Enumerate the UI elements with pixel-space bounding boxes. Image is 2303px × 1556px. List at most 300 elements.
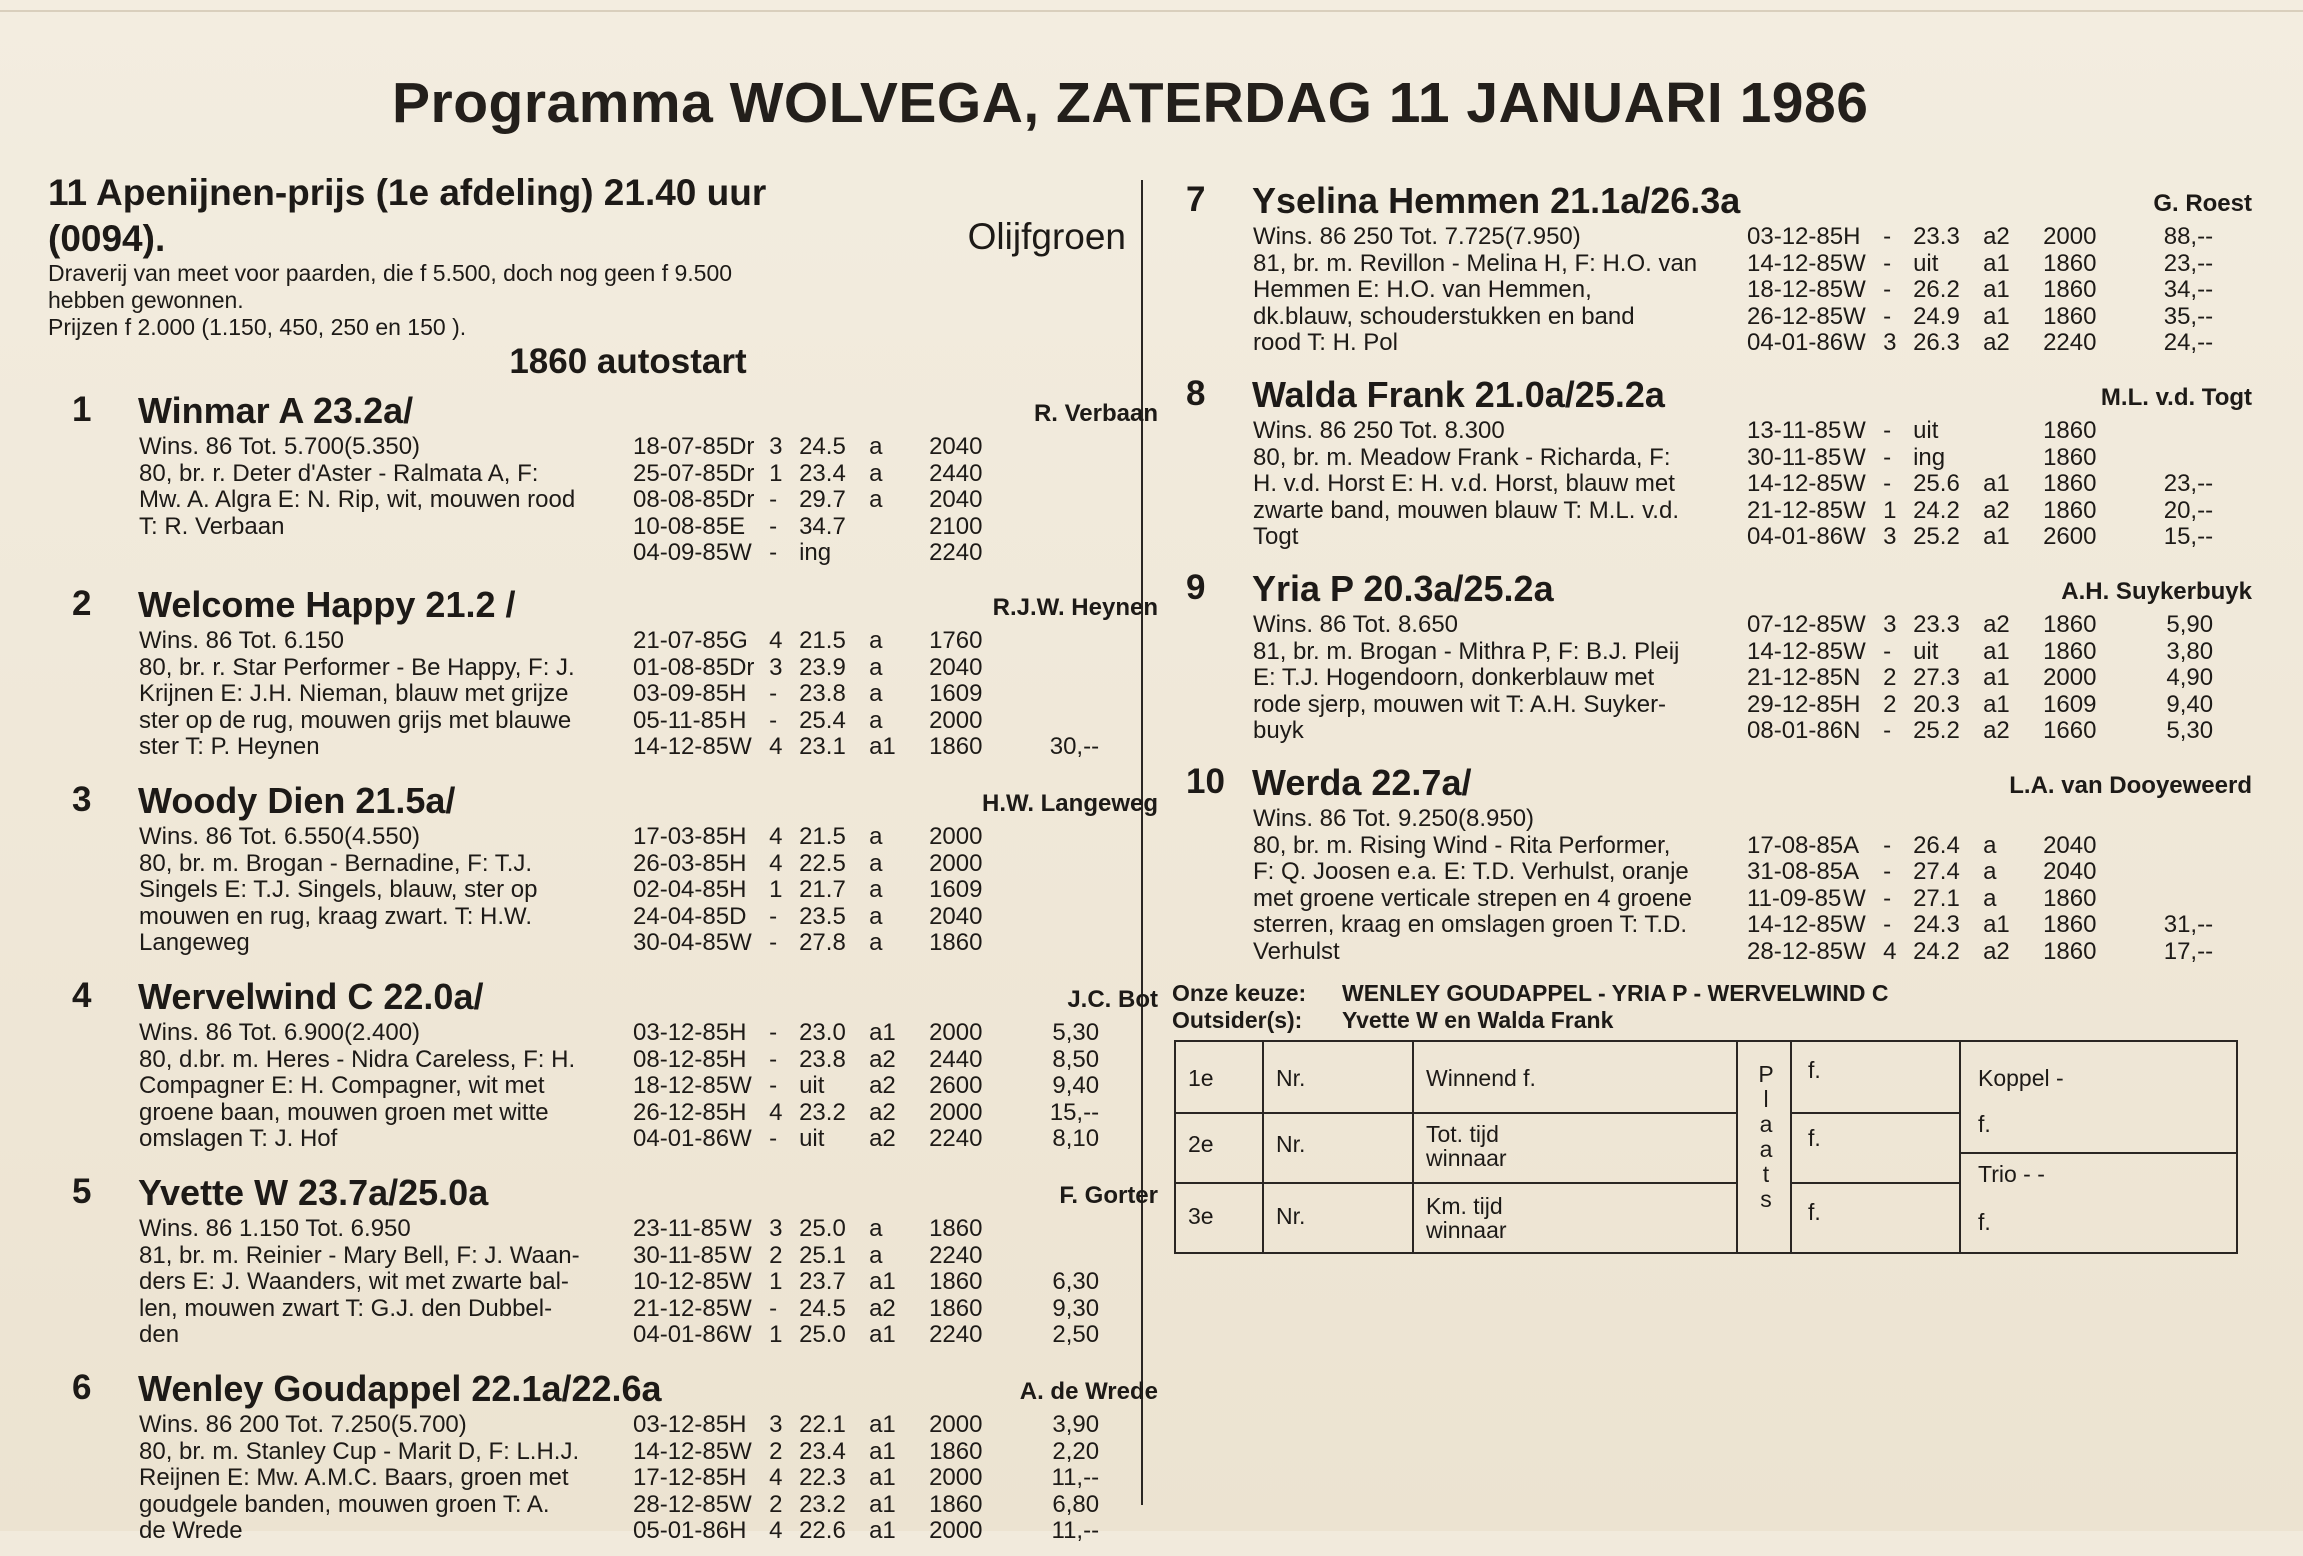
result-row xyxy=(633,1322,1099,1349)
horse-number: 2 xyxy=(72,584,92,623)
result-cell xyxy=(1029,930,1099,957)
result-cell: 24.3 xyxy=(1913,911,1960,938)
result-cell: - xyxy=(769,1045,778,1073)
result-cell: 24.5 xyxy=(799,433,846,460)
result-cell xyxy=(2143,859,2213,886)
result-cell: 1860 xyxy=(2043,276,2097,303)
grid-koppel-f: f. xyxy=(1978,1111,1991,1137)
result-row xyxy=(1747,806,2213,833)
horse-description xyxy=(139,824,619,957)
result-cell: - xyxy=(769,1125,778,1152)
result-cell: W xyxy=(729,1321,752,1348)
result-cell: H xyxy=(729,1098,747,1126)
result-cell: 24-04-85 xyxy=(633,902,730,930)
result-cell: 27.8 xyxy=(799,929,846,956)
result-cell: 25-07-85 xyxy=(633,459,730,487)
horse-header xyxy=(1172,762,2252,806)
grid-rank-3: 3e xyxy=(1188,1203,1214,1229)
result-cell: W xyxy=(729,929,752,956)
horse-desc-line: Mw. A. Algra E: N. Rip, wit, mouwen rood xyxy=(139,486,576,513)
result-cell: 1609 xyxy=(929,680,983,707)
result-cell: 29-12-85 xyxy=(1747,690,1844,718)
result-cell: Dr xyxy=(729,459,755,487)
result-row xyxy=(1747,718,2213,745)
result-cell: W xyxy=(1843,611,1866,638)
result-cell: - xyxy=(1883,417,1892,444)
horse-desc-line: Togt xyxy=(1253,523,1299,550)
our-choice xyxy=(1172,980,2232,1034)
result-cell: 25.2 xyxy=(1913,523,1960,550)
result-cell: Dr xyxy=(729,486,755,513)
horse-body xyxy=(1172,612,2232,745)
result-row xyxy=(1747,304,2213,331)
race-desc-line1: Draverij van meet voor paarden, die f 5.500, doch nog geen f 9.500 xyxy=(48,260,733,286)
result-cell: W xyxy=(729,1268,752,1295)
result-cell: a xyxy=(869,902,883,930)
result-cell xyxy=(1029,628,1099,655)
result-cell xyxy=(1983,806,2043,833)
result-cell: 07-12-85 xyxy=(1747,611,1844,638)
result-cell: 01-08-85 xyxy=(633,653,730,681)
result-cell: H xyxy=(729,1019,747,1046)
result-cell: 03-09-85 xyxy=(633,680,730,707)
result-row xyxy=(633,851,1099,878)
result-row xyxy=(633,1518,1099,1545)
horse-trainer: H.W. Langeweg xyxy=(981,790,1158,817)
result-cell: a2 xyxy=(1983,937,2010,965)
result-cell: 1860 xyxy=(929,1215,983,1242)
result-cell: a1 xyxy=(1983,637,2010,665)
result-cell: uit xyxy=(799,1072,825,1099)
grid-koppel: Koppel - xyxy=(1978,1065,2064,1091)
horse-desc-line: ster op de rug, mouwen grijs met blauwe xyxy=(139,706,572,734)
result-cell: W xyxy=(1843,523,1866,550)
horse-desc-line: F: Q. Joosen e.a. E: T.D. Verhulst, oranje xyxy=(1253,858,1689,885)
result-cell: H xyxy=(729,1045,747,1073)
result-cell: 1860 xyxy=(2043,417,2097,444)
result-row xyxy=(633,1412,1099,1439)
horse-desc-line: Wins. 86 1.150 Tot. 6.950 xyxy=(139,1215,411,1242)
result-cell: 21.5 xyxy=(799,823,846,850)
result-cell: 23.2 xyxy=(799,1098,846,1126)
horse-desc-line: 80, br. m. Brogan - Bernadine, F: T.J. xyxy=(139,849,533,877)
result-cell: 24.5 xyxy=(799,1294,846,1322)
result-cell xyxy=(2143,445,2213,472)
result-row xyxy=(1747,939,2213,966)
horse-description xyxy=(139,434,619,540)
grid-nr-2: Nr. xyxy=(1276,1131,1306,1157)
result-cell: 21-07-85 xyxy=(633,627,730,654)
result-cell: 2000 xyxy=(929,823,983,850)
result-cell: a2 xyxy=(1983,223,2010,250)
horse-description xyxy=(1253,612,1733,745)
result-cell: 1860 xyxy=(2043,302,2097,330)
result-row xyxy=(1747,471,2213,498)
horse-trainer: F. Gorter xyxy=(1059,1182,1158,1209)
result-cell: H xyxy=(729,1517,747,1544)
results-table xyxy=(1747,418,2213,551)
horse-desc-line: 80, br. r. Deter d'Aster - Ralmata A, F: xyxy=(139,459,539,487)
results-table xyxy=(633,1216,1099,1349)
result-cell: 2040 xyxy=(929,902,983,930)
result-cell: 2 xyxy=(769,1437,783,1465)
horse-desc-line: Wins. 86 Tot. 6.900(2.400) xyxy=(139,1019,421,1046)
result-cell: 30,-- xyxy=(1049,733,1100,760)
result-cell: 3 xyxy=(1883,523,1897,550)
horse-desc-line: Hemmen E: H.O. van Hemmen, xyxy=(1253,276,1592,303)
result-cell: 30-04-85 xyxy=(633,929,730,956)
result-cell: 1 xyxy=(769,1268,783,1295)
result-cell: a1 xyxy=(869,1411,896,1438)
result-cell: W xyxy=(1843,329,1866,356)
result-cell: 1860 xyxy=(929,1490,983,1518)
horse-header xyxy=(48,780,1158,824)
result-cell: 2040 xyxy=(2043,858,2097,885)
result-cell: 21-12-85 xyxy=(633,1294,730,1322)
result-cell: H xyxy=(729,1464,747,1491)
result-cell: 34.7 xyxy=(799,512,846,540)
result-cell: A xyxy=(1843,858,1860,885)
grid-plaats xyxy=(1756,1062,1776,1212)
horse-desc-line: len, mouwen zwart T: G.J. den Dubbel- xyxy=(139,1294,553,1322)
result-cell: - xyxy=(1883,717,1892,744)
grid-rank-2: 2e xyxy=(1188,1131,1214,1157)
result-row xyxy=(633,904,1099,931)
horse-entry xyxy=(48,1368,1158,1556)
result-cell: G xyxy=(729,627,748,654)
result-cell: 25.1 xyxy=(799,1241,846,1269)
result-cell: - xyxy=(769,539,778,566)
result-cell: 22.3 xyxy=(799,1464,846,1491)
result-cell: 3 xyxy=(1883,329,1897,356)
choice-value: WENLEY GOUDAPPEL - YRIA P - WERVELWIND C xyxy=(1342,980,1889,1006)
result-cell: 1760 xyxy=(929,627,983,654)
result-cell: 2000 xyxy=(2043,664,2097,691)
result-cell: Dr xyxy=(729,433,755,460)
result-cell: - xyxy=(1883,443,1892,471)
result-cell xyxy=(1747,806,1843,833)
result-cell: a xyxy=(869,653,883,681)
result-cell: a2 xyxy=(869,1045,896,1073)
result-row xyxy=(633,655,1099,682)
result-cell: a xyxy=(869,1241,883,1269)
horse-trainer: J.C. Bot xyxy=(1067,986,1158,1013)
horse-description xyxy=(1253,806,1733,965)
horse-desc-line: Wins. 86 250 Tot. 7.725(7.950) xyxy=(1253,223,1581,250)
grid-line xyxy=(1176,1182,1736,1184)
result-row xyxy=(633,1216,1099,1243)
result-cell: 13-11-85 xyxy=(1747,417,1842,444)
result-cell: 23.9 xyxy=(799,653,846,681)
horse-entry xyxy=(48,1172,1158,1360)
result-cell: 2000 xyxy=(2043,223,2097,250)
result-cell: 27.1 xyxy=(1913,884,1960,912)
grid-winnend: Winnend f. xyxy=(1426,1065,1536,1091)
horse-trainer: A.H. Suykerbuyk xyxy=(2061,578,2252,605)
right-horse-list xyxy=(1172,180,2252,965)
result-cell: uit xyxy=(799,1125,825,1152)
result-row xyxy=(1747,833,2213,860)
result-cell xyxy=(1029,904,1099,931)
race-title xyxy=(48,170,948,262)
result-cell: H xyxy=(729,680,747,707)
result-cell: a1 xyxy=(869,1464,896,1491)
results-table xyxy=(1747,612,2213,745)
outsider-label: Outsider(s): xyxy=(1172,1007,1303,1033)
result-row xyxy=(633,487,1099,514)
result-cell: - xyxy=(769,902,778,930)
result-cell: 21-12-85 xyxy=(1747,664,1844,691)
result-cell: 8,50 xyxy=(1052,1045,1100,1073)
result-cell: 22.6 xyxy=(799,1517,846,1544)
result-row xyxy=(633,1439,1099,1466)
horse-description xyxy=(1253,418,1733,551)
result-cell: 1860 xyxy=(2043,937,2097,965)
horse-desc-line: Langeweg xyxy=(139,929,250,956)
result-cell: 26.3 xyxy=(1913,329,1960,356)
grid-line xyxy=(1790,1042,1792,1252)
horse-name: Welcome Happy 21.2 / xyxy=(138,584,516,625)
horse-desc-line: Verhulst xyxy=(1253,937,1340,965)
result-cell: 4 xyxy=(769,1517,783,1544)
result-cell: D xyxy=(729,902,747,930)
result-row xyxy=(1747,498,2213,525)
result-cell: 29.7 xyxy=(799,486,846,513)
result-cell: 1860 xyxy=(2043,884,2097,912)
grid-trio-f: f. xyxy=(1978,1209,1991,1235)
result-cell: 25.0 xyxy=(799,1321,846,1348)
result-cell: 21.7 xyxy=(799,876,846,903)
result-cell xyxy=(1883,806,1913,833)
result-cell: 26-12-85 xyxy=(1747,302,1844,330)
result-row xyxy=(633,1243,1099,1270)
result-cell: a1 xyxy=(869,1437,896,1465)
result-cell: 2 xyxy=(769,1490,783,1518)
horse-desc-line: E: T.J. Hogendoorn, donkerblauw met xyxy=(1253,664,1655,691)
result-cell: 15,-- xyxy=(1049,1098,1100,1126)
result-cell: 2000 xyxy=(929,1411,983,1438)
horse-body xyxy=(1172,224,2232,357)
result-row xyxy=(633,434,1099,461)
result-cell xyxy=(1029,708,1099,735)
result-cell: 21-12-85 xyxy=(1747,496,1844,524)
race-title-line2: (0094). xyxy=(48,218,166,259)
horse-description xyxy=(139,1412,619,1545)
result-row xyxy=(633,824,1099,851)
result-cell: a xyxy=(869,706,883,734)
result-cell: a xyxy=(869,627,883,654)
result-row xyxy=(633,681,1099,708)
result-cell: - xyxy=(1883,302,1892,330)
result-cell: 25.6 xyxy=(1913,470,1960,497)
result-cell: H xyxy=(729,706,747,734)
result-row xyxy=(1747,912,2213,939)
results-table xyxy=(633,1412,1099,1545)
result-cell xyxy=(1029,540,1099,567)
result-cell: 11,-- xyxy=(1051,1464,1100,1491)
result-cell: 18-12-85 xyxy=(633,1072,730,1099)
result-cell: H xyxy=(1843,223,1861,250)
result-cell: W xyxy=(1843,470,1866,497)
result-cell: 14-12-85 xyxy=(633,733,730,760)
result-cell: 88,-- xyxy=(2163,223,2214,250)
result-cell: a1 xyxy=(869,733,896,760)
result-cell: 20,-- xyxy=(2163,496,2214,524)
result-cell xyxy=(1983,445,2043,472)
result-cell xyxy=(2143,886,2213,913)
result-cell: 10-08-85 xyxy=(633,512,730,540)
plaats-letter: s xyxy=(1760,1186,1772,1212)
result-cell: 14-12-85 xyxy=(1747,249,1844,277)
results-table xyxy=(633,1020,1099,1153)
result-cell: 2000 xyxy=(929,1019,983,1046)
result-cell: 1609 xyxy=(929,876,983,903)
horse-desc-line: 81, br. m. Revillon - Melina H, F: H.O. van xyxy=(1253,249,1698,277)
grid-line xyxy=(1262,1042,1264,1252)
result-row xyxy=(633,628,1099,655)
result-cell: 03-12-85 xyxy=(633,1019,730,1046)
result-cell: H xyxy=(729,876,747,903)
result-row xyxy=(633,1047,1099,1074)
result-cell: W xyxy=(1843,496,1866,524)
result-cell: A xyxy=(1843,831,1860,859)
result-cell: 1860 xyxy=(2043,249,2097,277)
result-cell: W xyxy=(1843,276,1866,303)
results-table xyxy=(633,628,1099,761)
result-cell: 2 xyxy=(769,1241,783,1269)
result-cell: - xyxy=(1883,249,1892,277)
horse-header xyxy=(48,1368,1158,1412)
result-cell: 08-01-86 xyxy=(1747,717,1844,744)
result-cell: 1860 xyxy=(2043,443,2097,471)
horse-desc-line: rood T: H. Pol xyxy=(1253,329,1398,356)
result-row xyxy=(1747,886,2213,913)
left-column xyxy=(48,170,1158,1556)
result-cell: 6,80 xyxy=(1052,1490,1100,1518)
result-cell: 2440 xyxy=(929,459,983,487)
result-cell: 08-08-85 xyxy=(633,486,730,513)
result-cell: 1609 xyxy=(2043,690,2097,718)
result-cell xyxy=(1029,824,1099,851)
result-cell: 21.5 xyxy=(799,627,846,654)
result-cell: 22.1 xyxy=(799,1411,846,1438)
result-cell: 04-01-86 xyxy=(633,1125,730,1152)
result-cell: - xyxy=(769,1072,778,1099)
result-cell xyxy=(1029,877,1099,904)
result-row xyxy=(633,1100,1099,1127)
result-cell: 26-03-85 xyxy=(633,849,730,877)
result-cell: H xyxy=(729,1411,747,1438)
result-cell xyxy=(869,514,929,541)
result-cell: H xyxy=(729,823,747,850)
result-cell: a xyxy=(869,486,883,513)
horse-name: Walda Frank 21.0a/25.2a xyxy=(1252,374,1665,415)
horse-desc-line: Wins. 86 Tot. 6.550(4.550) xyxy=(139,823,421,850)
grid-line xyxy=(1176,1112,1736,1114)
horse-name: Wervelwind C 22.0a/ xyxy=(138,976,484,1017)
horse-desc-line: Wins. 86 Tot. 5.700(5.350) xyxy=(139,433,421,460)
horse-name: Woody Dien 21.5a/ xyxy=(138,780,456,821)
horse-desc-line: Wins. 86 200 Tot. 7.250(5.700) xyxy=(139,1411,467,1438)
result-cell: 23.4 xyxy=(799,459,846,487)
result-cell: 5,90 xyxy=(2166,611,2214,638)
result-cell: a2 xyxy=(1983,717,2010,744)
result-cell: 35,-- xyxy=(2163,302,2214,330)
horse-body xyxy=(48,824,1118,957)
result-row xyxy=(633,1126,1099,1153)
result-cell: - xyxy=(769,706,778,734)
result-cell: 11,-- xyxy=(1051,1517,1100,1544)
result-cell: 26-12-85 xyxy=(633,1098,730,1126)
horse-desc-line: den xyxy=(139,1321,180,1348)
result-cell: 1 xyxy=(769,876,783,903)
result-cell: 5,30 xyxy=(1052,1019,1100,1046)
right-column xyxy=(1172,172,2252,1034)
horse-body xyxy=(48,434,1118,567)
result-cell: 25.2 xyxy=(1913,717,1960,744)
result-cell: 14-12-85 xyxy=(633,1437,730,1465)
result-cell: a2 xyxy=(869,1294,896,1322)
result-cell: W xyxy=(1843,637,1866,665)
result-row xyxy=(633,1296,1099,1323)
result-cell: H xyxy=(1843,690,1861,718)
result-cell: 2000 xyxy=(929,1098,983,1126)
result-cell: a2 xyxy=(1983,496,2010,524)
horse-desc-line: sterren, kraag en omslagen groen T: T.D. xyxy=(1253,911,1688,938)
result-cell: uit xyxy=(1913,249,1939,277)
result-cell: 1860 xyxy=(2043,611,2097,638)
grid-tot-tijd: Tot. tijd winnaar xyxy=(1426,1121,1507,1171)
result-cell: 2600 xyxy=(929,1072,983,1099)
result-cell: 23.8 xyxy=(799,680,846,707)
result-cell: 3 xyxy=(1883,611,1897,638)
result-cell: 1860 xyxy=(929,1294,983,1322)
result-cell: W xyxy=(729,733,752,760)
result-cell: 2240 xyxy=(929,1321,983,1348)
horse-desc-line: groene baan, mouwen groen met witte xyxy=(139,1098,549,1126)
result-cell: ing xyxy=(799,539,832,566)
result-cell xyxy=(1029,681,1099,708)
result-cell: 8,10 xyxy=(1052,1125,1100,1152)
result-row xyxy=(633,514,1099,541)
horse-desc-line: mouwen en rug, kraag zwart. T: H.W. xyxy=(139,902,533,930)
result-cell: W xyxy=(729,1241,752,1269)
result-cell: 30-11-85 xyxy=(1747,443,1842,471)
result-cell xyxy=(1029,655,1099,682)
race-color: Olijfgroen xyxy=(967,216,1126,257)
grid-trio: Trio - - xyxy=(1978,1161,2045,1187)
horse-entry xyxy=(1172,180,2252,366)
horse-body xyxy=(48,1216,1118,1349)
result-cell xyxy=(1029,461,1099,488)
result-cell: 31,-- xyxy=(2163,911,2214,938)
horse-entry xyxy=(48,390,1158,576)
result-cell: - xyxy=(769,1019,778,1046)
result-cell: 23.5 xyxy=(799,902,846,930)
result-cell: 2040 xyxy=(2043,831,2097,859)
grid-line xyxy=(1959,1152,2236,1154)
horse-entry xyxy=(48,976,1158,1164)
horse-number: 7 xyxy=(1186,180,1206,219)
horse-body xyxy=(1172,418,2232,551)
horse-desc-line: Krijnen E: J.H. Nieman, blauw met grijze xyxy=(139,680,569,707)
result-cell: a1 xyxy=(869,1321,896,1348)
horse-trainer: A. de Wrede xyxy=(1019,1378,1158,1405)
result-cell: 2440 xyxy=(929,1045,983,1073)
result-cell: 23,-- xyxy=(2163,249,2214,277)
horse-desc-line: 80, br. m. Stanley Cup - Marit D, F: L.H.J. xyxy=(139,1437,580,1465)
result-cell: 6,30 xyxy=(1052,1268,1100,1295)
